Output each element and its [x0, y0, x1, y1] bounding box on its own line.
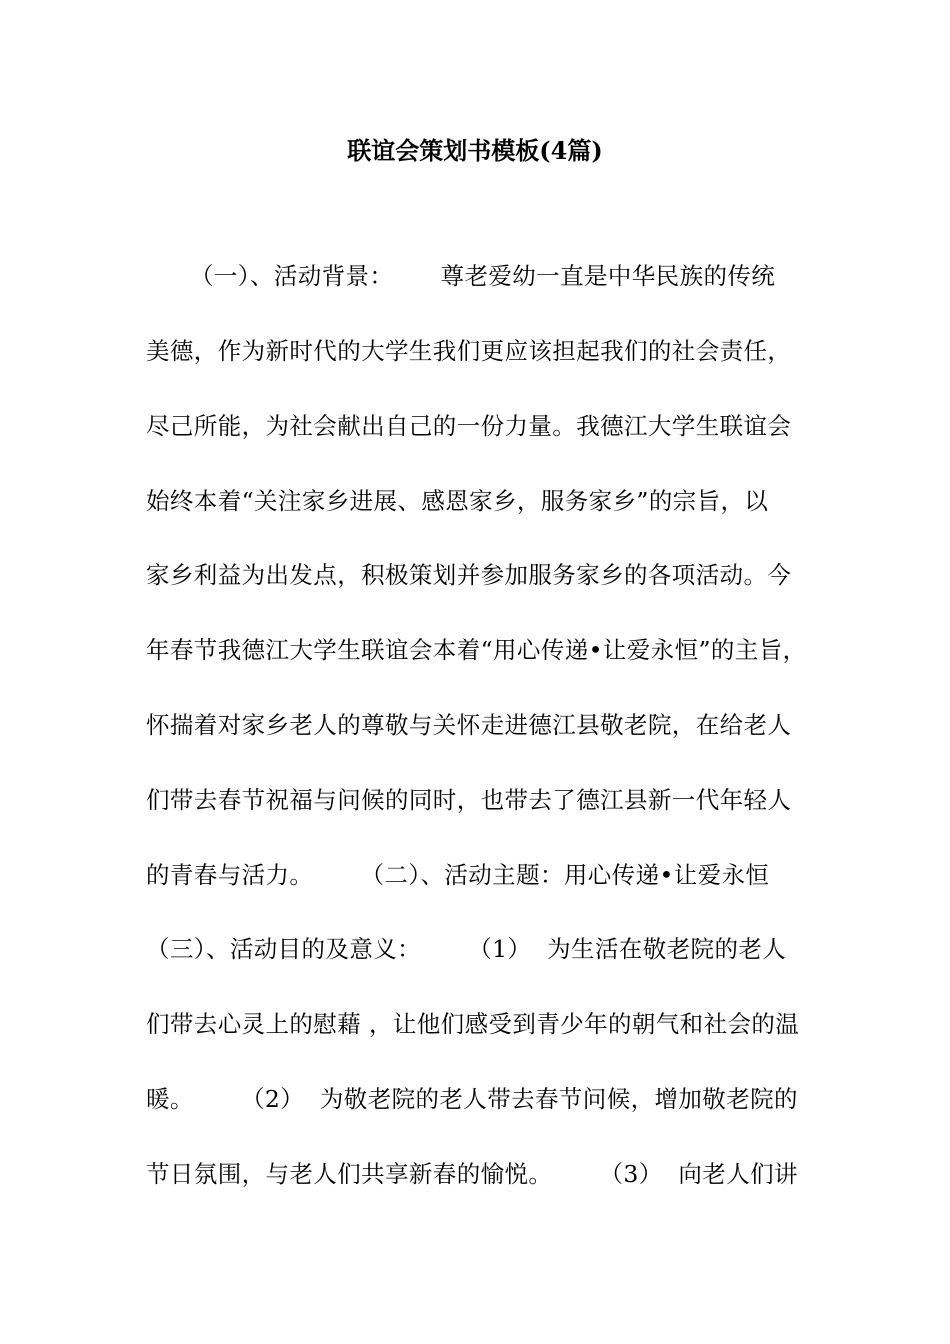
paragraph-line: 尽己所能，为社会献出自己的一份力量。我德江大学生联谊会	[146, 412, 792, 440]
paragraph-line: 节日氛围，与老人们共享新春的愉悦。 （3） 向老人们讲	[146, 1160, 798, 1188]
paragraph-line: （一）、活动背景： 尊老爱幼一直是中华民族的传统	[190, 262, 776, 290]
paragraph-line: 暖。 （2） 为敬老院的老人带去春节问候，增加敬老院的	[146, 1085, 798, 1113]
paragraph-line: 始终本着“关注家乡进展、感恩家乡，服务家乡”的宗旨，以	[146, 487, 769, 515]
paragraph-line: 们带去春节祝福与问候的同时，也带去了德江县新一代年轻人	[146, 786, 792, 814]
paragraph-line: 们带去心灵上的慰藉 ，让他们感受到青少年的朝气和社会的温	[146, 1010, 800, 1038]
paragraph-line: 美德，作为新时代的大学生我们更应该担起我们的社会责任，	[146, 337, 792, 365]
paragraph-line: 年春节我德江大学生联谊会本着“用心传递•让爱永恒”的主旨，	[146, 636, 807, 664]
document-title: 联谊会策划书模板(4篇)	[347, 136, 603, 165]
paragraph-line: 怀揣着对家乡老人的尊敬与关怀走进德江县敬老院，在给老人	[146, 711, 792, 739]
paragraph-line: 的青春与活力。 （二）、活动主题：用心传递•让爱永恒	[146, 861, 770, 889]
paragraph-line: （三）、活动目的及意义： （1） 为生活在敬老院的老人	[146, 935, 787, 963]
paragraph-line: 家乡利益为出发点，积极策划并参加服务家乡的各项活动。今	[146, 561, 792, 589]
